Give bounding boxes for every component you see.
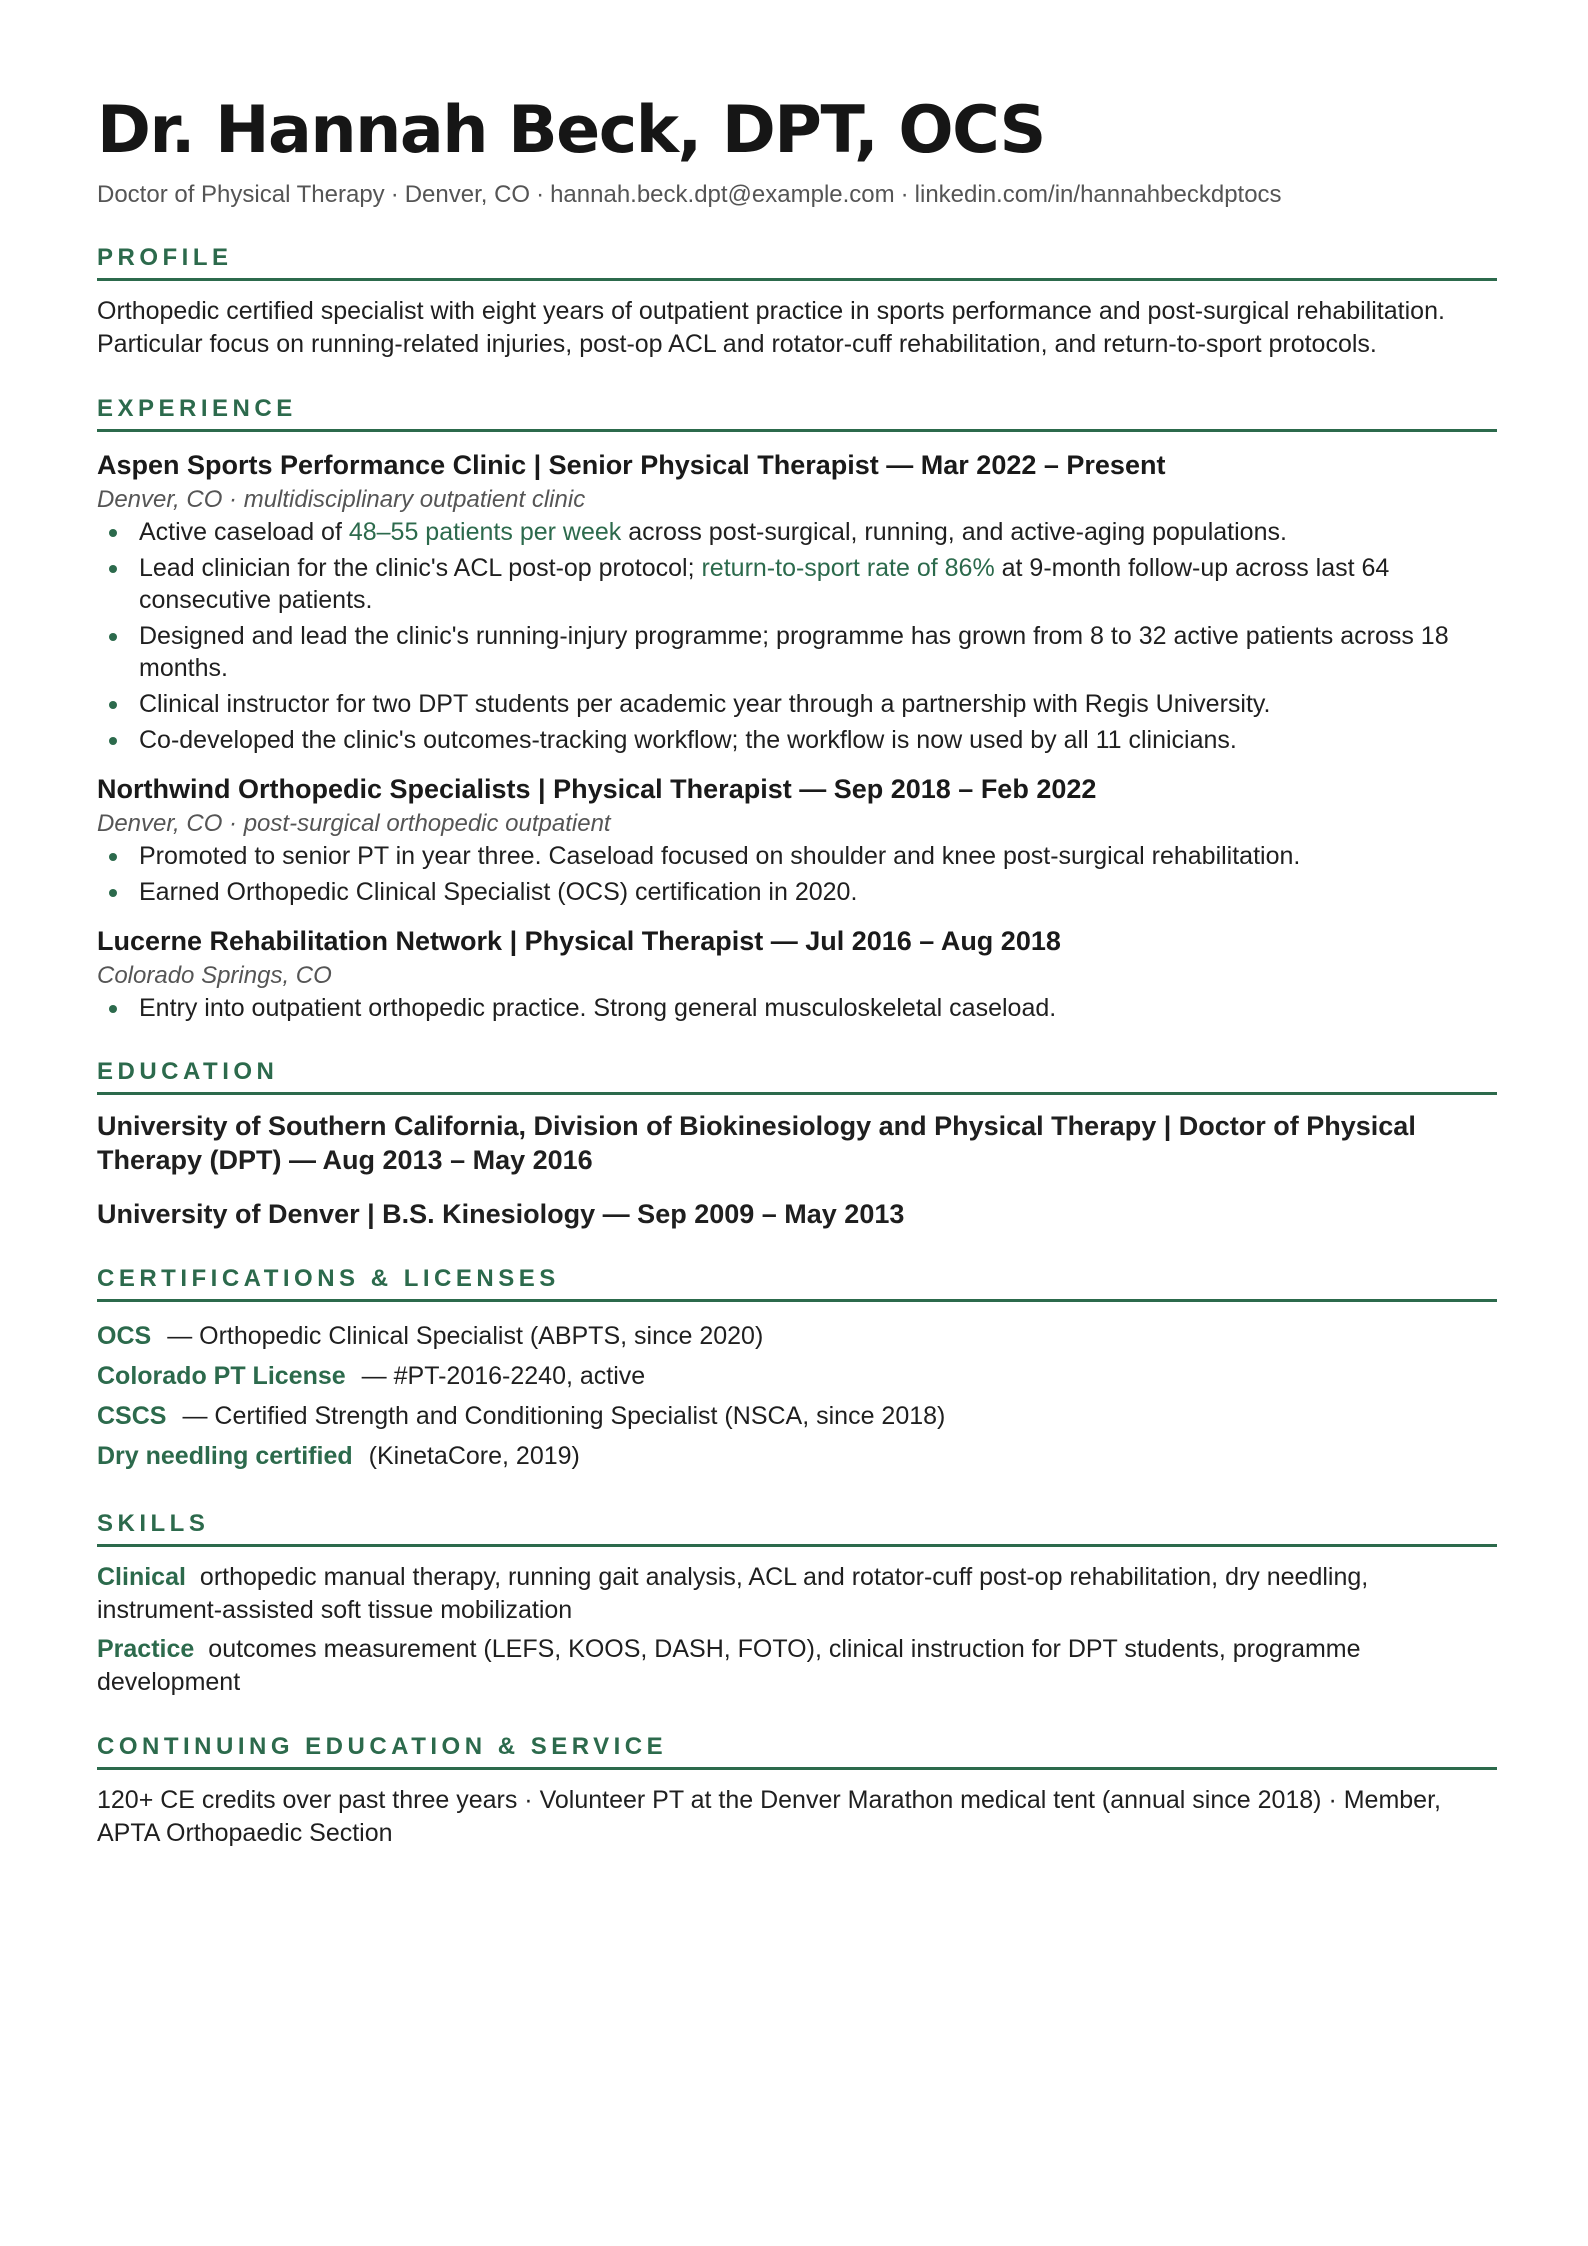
- certification-item: [97, 1316, 1497, 1356]
- bullet-item: Active caseload of 48–55 patients per week across post-surgical, running, and active-aging populations.: [97, 516, 1497, 548]
- bullet-item: Clinical instructor for two DPT students per academic year through a partnership with Regis University.: [97, 688, 1497, 720]
- bullet-item: Co-developed the clinic's outcomes-tracking workflow; the workflow is now used by all 11 clinicians.: [97, 724, 1497, 756]
- highlight-metric: 48–55 patients per week: [348, 517, 622, 546]
- experience-section: [97, 395, 1497, 1024]
- job-subheading: Denver, CO · post-surgical orthopedic outpatient: [97, 809, 611, 837]
- bullet-dot-icon: [109, 853, 117, 861]
- skill-category: Practice: [97, 1634, 195, 1663]
- continuing-education-text: 120+ CE credits over past three years · Volunteer PT at the Denver Marathon medical tent (annual since 2018) · Member, APTA Orthopaedic Section: [97, 1785, 1441, 1847]
- bullet-dot-icon: [109, 701, 117, 709]
- section-title-education: EDUCATION: [97, 1058, 1497, 1095]
- job-heading: Aspen Sports Performance Clinic | Senior Physical Therapist — Mar 2022 – Present: [97, 449, 1166, 480]
- bullet-dot-icon: [109, 889, 117, 897]
- job-entry: [97, 770, 1497, 908]
- certification-detail: — Orthopedic Clinical Specialist (ABPTS, since 2020): [167, 1321, 764, 1350]
- contact-separator: ·: [390, 180, 399, 208]
- bullet-item: Promoted to senior PT in year three. Caseload focused on shoulder and knee post-surgical rehabilitation.: [97, 840, 1497, 872]
- certification-name: OCS: [97, 1321, 152, 1350]
- profile-text: Orthopedic certified specialist with eight years of outpatient practice in sports performance and post-surgical rehabilitation. Particular focus on running-related injuries, post-op ACL and rotator-cuff rehabilitation, and return-to-sport protocols.: [97, 296, 1445, 358]
- contact-line: [97, 179, 1497, 210]
- certifications-section: [97, 1265, 1497, 1476]
- certification-item: [97, 1356, 1497, 1396]
- job-heading: Lucerne Rehabilitation Network | Physical Therapist — Jul 2016 – Aug 2018: [97, 925, 1061, 956]
- bullet-dot-icon: [109, 1005, 117, 1013]
- certification-name: Colorado PT License: [97, 1361, 346, 1390]
- contact-linkedin[interactable]: linkedin.com/in/hannahbeckdptocs: [914, 180, 1282, 208]
- job-bullets: [97, 516, 1497, 756]
- bullet-dot-icon: [109, 633, 117, 641]
- job-entry: [97, 922, 1497, 1024]
- education-item: University of Denver | B.S. Kinesiology — Sep 2009 – May 2013: [97, 1198, 905, 1229]
- continuing-education-section: [97, 1733, 1497, 1850]
- job-bullets: [97, 992, 1497, 1024]
- bullet-item: Earned Orthopedic Clinical Specialist (OCS) certification in 2020.: [97, 876, 1497, 908]
- job-bullets: [97, 840, 1497, 908]
- job-subheading: Colorado Springs, CO: [97, 961, 332, 989]
- certification-detail: — #PT-2016-2240, active: [361, 1361, 646, 1390]
- section-title-profile: PROFILE: [97, 244, 1497, 281]
- section-title-skills: SKILLS: [97, 1510, 1497, 1547]
- bullet-item: Entry into outpatient orthopedic practice. Strong general musculoskeletal caseload.: [97, 992, 1497, 1024]
- education-section: [97, 1058, 1497, 1231]
- job-entry: [97, 446, 1497, 756]
- education-item: University of Southern California, Division of Biokinesiology and Physical Therapy | Doctor of Physical Therapy (DPT) — Aug 2013 – May 2016: [97, 1110, 1416, 1175]
- skill-item: [97, 1561, 1497, 1627]
- bullet-dot-icon: [109, 529, 117, 537]
- certification-item: [97, 1396, 1497, 1436]
- skill-category: Clinical: [97, 1562, 186, 1591]
- certification-name: CSCS: [97, 1401, 167, 1430]
- skill-list: outcomes measurement (LEFS, KOOS, DASH, FOTO), clinical instruction for DPT students, programme development: [97, 1634, 1361, 1696]
- certification-detail: (KinetaCore, 2019): [368, 1441, 580, 1470]
- bullet-item: Designed and lead the clinic's running-injury programme; programme has grown from 8 to 32 active patients across 18 months.: [97, 620, 1497, 684]
- section-title-certifications: CERTIFICATIONS & LICENSES: [97, 1265, 1497, 1302]
- section-title-experience: EXPERIENCE: [97, 395, 1497, 432]
- skill-list: orthopedic manual therapy, running gait analysis, ACL and rotator-cuff post-op rehabilitation, dry needling, instrument-assisted soft tissue mobilization: [97, 1562, 1369, 1624]
- contact-title: Doctor of Physical Therapy: [97, 180, 385, 208]
- candidate-name: Dr. Hannah Beck, DPT, OCS: [97, 93, 1045, 168]
- highlight-metric: return-to-sport rate of 86%: [701, 553, 995, 582]
- certification-detail: — Certified Strength and Conditioning Specialist (NSCA, since 2018): [182, 1401, 946, 1430]
- contact-separator: ·: [900, 180, 909, 208]
- bullet-dot-icon: [109, 565, 117, 573]
- job-heading: Northwind Orthopedic Specialists | Physical Therapist — Sep 2018 – Feb 2022: [97, 773, 1097, 804]
- profile-section: [97, 244, 1497, 361]
- job-subheading: Denver, CO · multidisciplinary outpatient clinic: [97, 485, 586, 513]
- section-title-continuing-education: CONTINUING EDUCATION & SERVICE: [97, 1733, 1497, 1770]
- skills-section: [97, 1510, 1497, 1699]
- certification-name: Dry needling certified: [97, 1441, 353, 1470]
- bullet-dot-icon: [109, 737, 117, 745]
- contact-separator: ·: [536, 180, 545, 208]
- certification-item: [97, 1436, 1497, 1476]
- skill-item: [97, 1633, 1497, 1699]
- contact-location: Denver, CO: [404, 180, 531, 208]
- contact-email[interactable]: hannah.beck.dpt@example.com: [550, 180, 895, 208]
- bullet-item: Lead clinician for the clinic's ACL post-op protocol; return-to-sport rate of 86% at 9-month follow-up across last 64 consecutive patients.: [97, 552, 1497, 616]
